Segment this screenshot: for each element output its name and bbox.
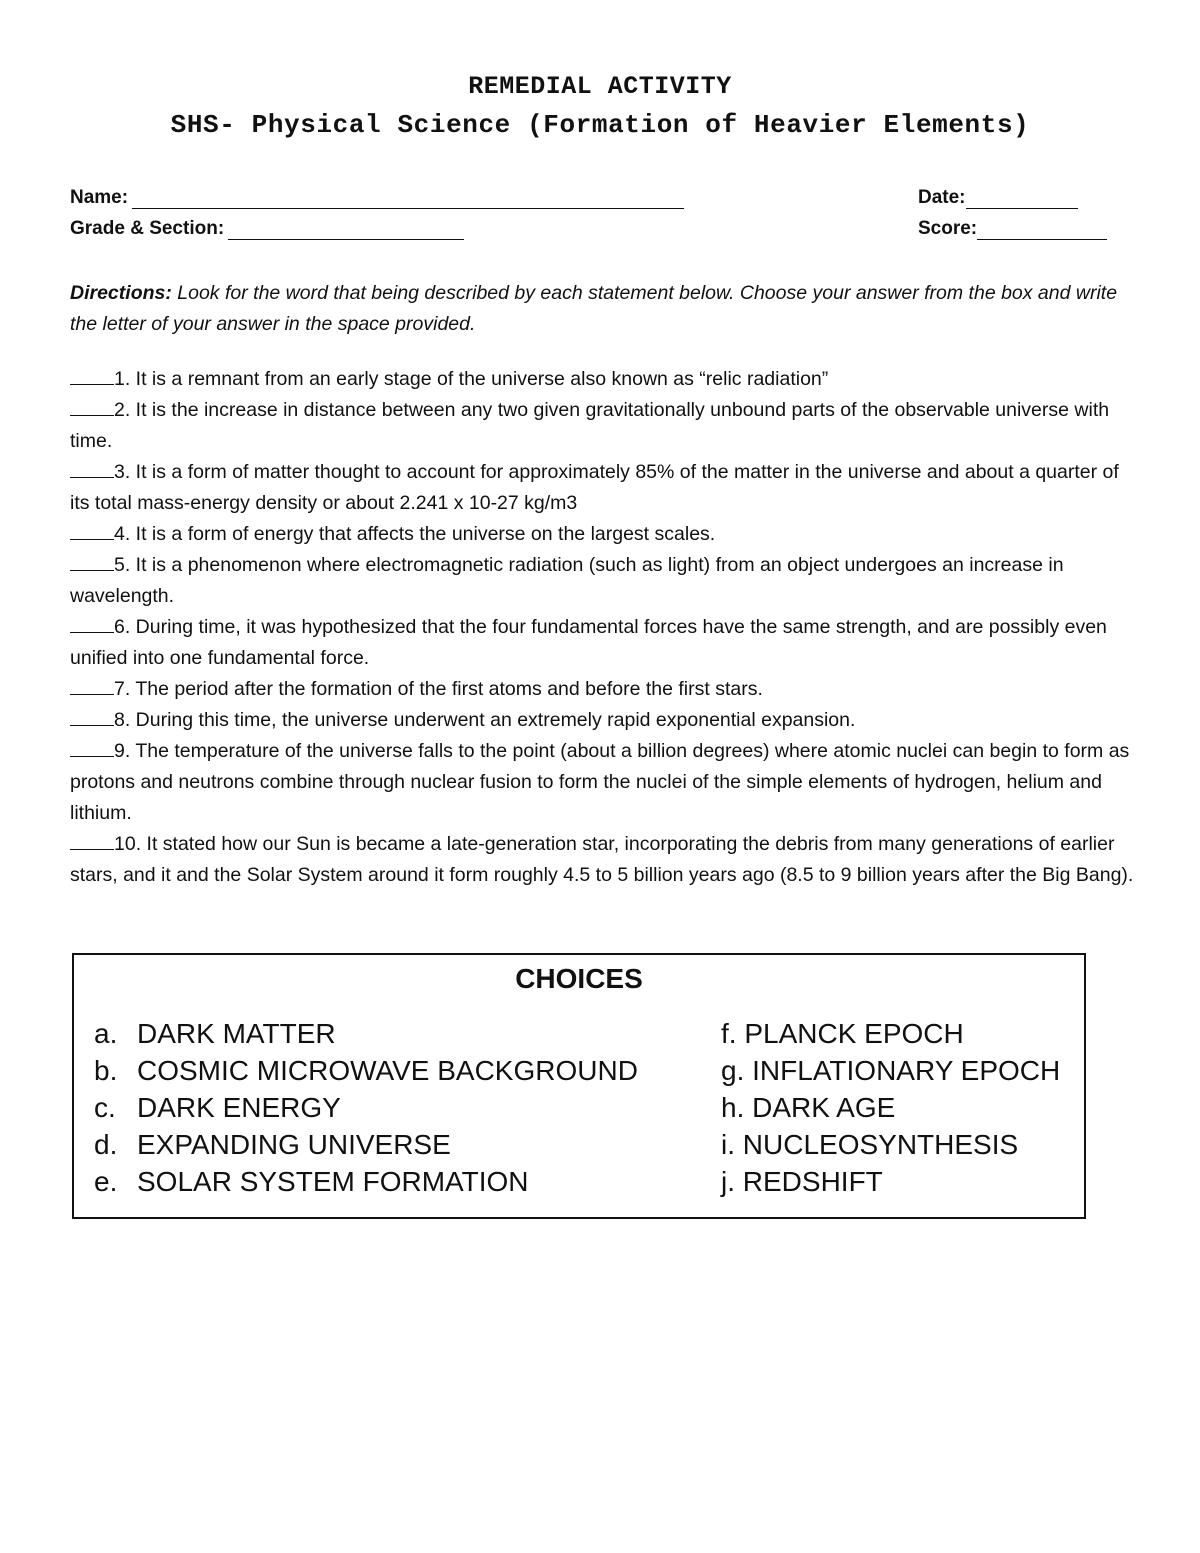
choice-text: NUCLEOSYNTHESIS [742,1129,1019,1160]
choice-item [94,1163,638,1200]
question-item [70,364,1140,395]
choice-text: EXPANDING UNIVERSE [137,1129,451,1160]
grade-section-blank[interactable] [228,219,464,240]
directions-label: Directions: [70,282,172,304]
choice-letter: g. [721,1055,745,1086]
choice-letter: h. [721,1092,745,1123]
answer-blank[interactable] [70,676,114,695]
question-text: 1. It is a remnant from an early stage of the universe also known as “relic radiation” [114,368,829,390]
choice-text: DARK ENERGY [137,1092,341,1123]
question-text: 5. It is a phenomenon where electromagnetic radiation (such as light) from an object undergoes an increase in wavelength. [70,554,1064,607]
choices-right-column [721,1015,1060,1200]
choice-letter: f. [721,1018,737,1049]
choice-text: COSMIC MICROWAVE BACKGROUND [137,1055,638,1086]
choice-letter: c. [94,1092,116,1123]
question-text: 3. It is a form of matter thought to account for approximately 85% of the matter in the universe and about a quarter of its total mass-energy density or about 2.241 x 10-27 kg/m3 [70,461,1119,514]
question-item [70,519,1140,550]
answer-blank[interactable] [70,397,114,416]
question-list [70,364,1140,891]
question-item [70,736,1140,829]
choice-item [94,1052,638,1089]
choice-letter: a. [94,1018,118,1049]
answer-blank[interactable] [70,552,114,571]
question-text: 6. During time, it was hypothesized that the four fundamental forces have the same strength, and are possibly even unified into one fundamental force. [70,616,1107,669]
score-blank[interactable] [977,219,1107,240]
score-field[interactable] [918,218,1107,240]
choice-item [94,1089,638,1126]
choices-left-column [94,1015,638,1200]
choice-item [721,1015,1060,1052]
name-label: Name: [70,187,129,208]
question-text: 2. It is the increase in distance between any two given gravitationally unbound parts of the observable universe with time. [70,399,1110,452]
question-item [70,395,1140,457]
choice-letter: i. [721,1129,735,1160]
date-blank[interactable] [966,188,1078,209]
date-field[interactable] [918,187,1078,209]
choice-text: DARK MATTER [137,1018,336,1049]
grade-section-label: Grade & Section: [70,218,225,239]
date-label: Date: [918,187,966,208]
score-label: Score: [918,218,978,239]
answer-blank[interactable] [70,459,114,478]
answer-blank[interactable] [70,614,114,633]
choice-letter: j. [721,1166,735,1197]
choices-title: CHOICES [515,963,643,994]
question-item [70,457,1140,519]
choice-letter: d. [94,1129,118,1160]
choice-text: PLANCK EPOCH [744,1018,964,1049]
choice-item [721,1052,1060,1089]
choice-text: INFLATIONARY EPOCH [752,1055,1061,1086]
question-text: 4. It is a form of energy that affects the universe on the largest scales. [114,523,716,545]
choice-item [721,1163,1060,1200]
answer-blank[interactable] [70,521,114,540]
question-item [70,829,1140,891]
directions-text: Look for the word that being described by each statement below. Choose your answer from the box and write the letter of your answer in the space provided. [70,282,1118,335]
answer-blank[interactable] [70,738,114,757]
choice-item [94,1126,638,1163]
page-title: REMEDIAL ACTIVITY [468,72,732,101]
directions [70,278,1130,340]
question-item [70,550,1140,612]
question-item [70,674,1140,705]
question-text: 9. The temperature of the universe falls to the point (about a billion degrees) where atomic nuclei can begin to form as protons and neutrons combine through nuclear fusion to form the nuclei of the simple elements of hydrogen, helium and lithium. [70,740,1130,824]
question-text: 8. During this time, the universe underwent an extremely rapid exponential expansion. [114,709,856,731]
question-text: 7. The period after the formation of the first atoms and before the first stars. [114,678,763,700]
answer-blank[interactable] [70,707,114,726]
choice-item [721,1126,1060,1163]
name-field[interactable] [70,187,684,209]
answer-blank[interactable] [70,831,114,850]
choice-text: REDSHIFT [742,1166,883,1197]
grade-section-field[interactable] [70,218,464,240]
choice-text: SOLAR SYSTEM FORMATION [137,1166,529,1197]
choice-item [721,1089,1060,1126]
question-item [70,705,1140,736]
choice-item [94,1015,638,1052]
choices-box [72,953,1086,1219]
question-text: 10. It stated how our Sun is became a late-generation star, incorporating the debris from many generations of earlier stars, and it and the Solar System around it form roughly 4.5 to 5 billion years ago (8.5 to 9 billion years after the Big Bang). [70,833,1134,886]
name-blank[interactable] [132,188,684,209]
choice-letter: b. [94,1055,118,1086]
choice-letter: e. [94,1166,118,1197]
answer-blank[interactable] [70,366,114,385]
page-subtitle: SHS- Physical Science (Formation of Heavier Elements) [170,110,1030,140]
choice-text: DARK AGE [752,1092,896,1123]
question-item [70,612,1140,674]
